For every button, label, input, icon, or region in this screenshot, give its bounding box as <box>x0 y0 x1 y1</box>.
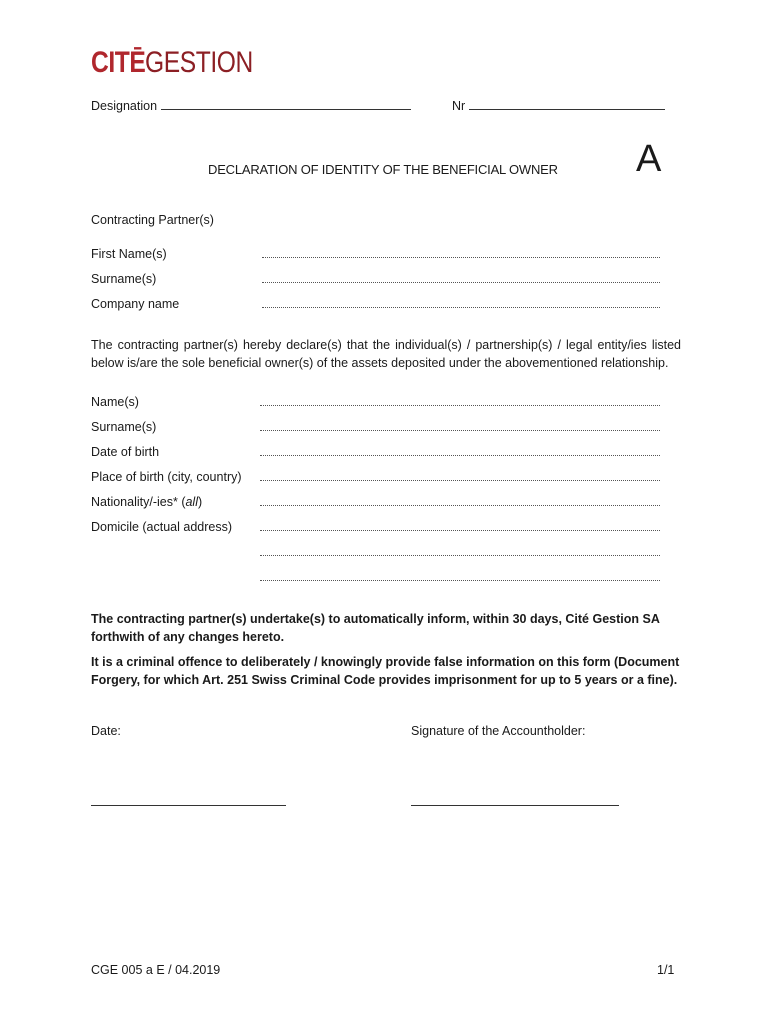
owner-domicile-input-1[interactable] <box>260 530 660 531</box>
owner-domicile-input-3[interactable] <box>260 580 660 581</box>
date-line[interactable] <box>91 805 286 806</box>
owner-nationality-input[interactable] <box>260 505 660 506</box>
cp-company-label: Company name <box>91 297 180 311</box>
owner-domicile-input-2[interactable] <box>260 555 660 556</box>
cp-surname-input[interactable] <box>262 282 660 283</box>
form-letter: A <box>636 138 662 180</box>
designation-line[interactable] <box>161 97 411 110</box>
nr-label: Nr <box>452 99 466 113</box>
cp-surname-label: Surname(s) <box>91 272 157 286</box>
declaration-paragraph: The contracting partner(s) hereby declare(s) that the individual(s) / partnership(s) / legal entity/ies listed below is/are the sole beneficial owner(s) of the assets deposited under the abovementioned relationship. <box>91 338 681 370</box>
logo-gestion: GESTION <box>145 46 254 79</box>
designation-field[interactable] <box>91 97 411 114</box>
notice-criminal: It is a criminal offence to deliberately / knowingly provide false information on this form (Document Forgery, for which Art. 251 Swiss Criminal Code provides imprisonment for up to 5 years or a fine). <box>91 655 680 687</box>
logo-cite: CITĒ <box>91 46 146 79</box>
nr-line[interactable] <box>469 97 665 110</box>
owner-surname-input[interactable] <box>260 430 660 431</box>
owner-dob-label: Date of birth <box>91 445 160 459</box>
notice-inform: The contracting partner(s) undertake(s) to automatically inform, within 30 days, Cité Gestion SA forthwith of any changes hereto. <box>91 612 660 644</box>
owner-pob-input[interactable] <box>260 480 660 481</box>
owner-pob-label: Place of birth (city, country) <box>91 470 242 484</box>
designation-label: Designation <box>91 99 158 113</box>
page-number: 1/1 <box>657 963 675 977</box>
date-label: Date: <box>91 724 121 738</box>
cp-company-input[interactable] <box>262 307 660 308</box>
owner-domicile-label: Domicile (actual address) <box>91 520 233 534</box>
nationality-close: ) <box>198 495 203 509</box>
owner-nationality-label <box>91 494 202 510</box>
company-logo <box>91 46 277 80</box>
nationality-text: Nationality/-ies* ( <box>91 495 186 509</box>
cp-first-name-input[interactable] <box>262 257 660 258</box>
owner-surname-label: Surname(s) <box>91 420 157 434</box>
nationality-all: all <box>185 495 198 509</box>
form-code: CGE 005 a E / 04.2019 <box>91 963 221 977</box>
owner-name-input[interactable] <box>260 405 660 406</box>
contracting-heading: Contracting Partner(s) <box>91 213 214 227</box>
owner-dob-input[interactable] <box>260 455 660 456</box>
nr-field[interactable] <box>452 97 665 114</box>
cp-first-name-label: First Name(s) <box>91 247 167 261</box>
signature-label: Signature of the Accountholder: <box>411 724 586 738</box>
owner-name-label: Name(s) <box>91 395 139 409</box>
signature-line[interactable] <box>411 805 619 806</box>
document-title: DECLARATION OF IDENTITY OF THE BENEFICIAL OWNER <box>208 162 558 177</box>
